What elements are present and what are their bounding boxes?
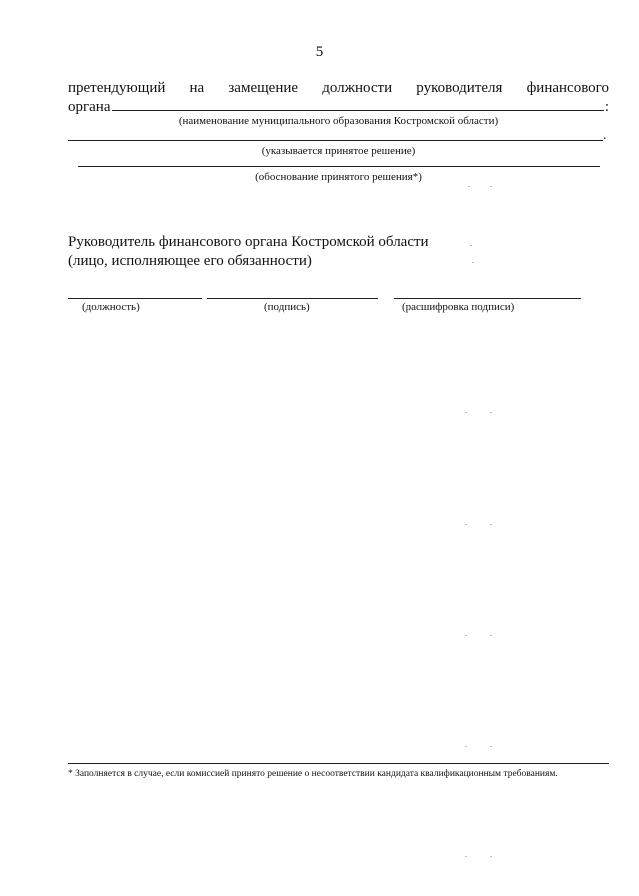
decision-line-dot: . bbox=[603, 128, 607, 143]
scan-speck bbox=[490, 746, 492, 747]
decision-caption: (указывается принятое решение) bbox=[261, 145, 416, 157]
signatory-title: Руководитель финансового органа Костромской области bbox=[68, 234, 429, 250]
intro-word: руководителя bbox=[416, 80, 503, 96]
municipality-blank[interactable] bbox=[112, 97, 604, 111]
scan-speck bbox=[470, 245, 472, 246]
scan-speck bbox=[465, 635, 467, 636]
organ-line bbox=[68, 97, 609, 116]
scan-speck bbox=[490, 635, 492, 636]
signatory-block bbox=[68, 233, 429, 271]
organ-line-colon: : bbox=[604, 99, 609, 115]
scan-speck bbox=[465, 412, 467, 413]
position-blank[interactable] bbox=[68, 298, 202, 299]
footnote-divider bbox=[68, 763, 609, 764]
decryption-blank[interactable] bbox=[394, 298, 581, 299]
footnote: * Заполняется в случае, если комиссией принято решение о несоответствии кандидата квалификационным требованиям. bbox=[68, 769, 558, 779]
justification-caption: (обоснование принятого решения*) bbox=[255, 171, 422, 183]
intro-line bbox=[68, 80, 609, 97]
intro-word: претендующий bbox=[68, 80, 166, 96]
intro-word: должности bbox=[322, 80, 393, 96]
scan-speck bbox=[490, 186, 492, 187]
scan-speck bbox=[490, 524, 492, 525]
page-number: 5 bbox=[315, 44, 324, 60]
scan-speck bbox=[472, 262, 474, 263]
municipality-caption: (наименование муниципального образования Костромской области) bbox=[178, 115, 499, 127]
intro-word: финансового bbox=[526, 80, 609, 96]
scan-speck bbox=[465, 856, 467, 857]
scan-speck bbox=[490, 412, 492, 413]
position-caption: (должность) bbox=[82, 301, 140, 313]
scan-speck bbox=[465, 524, 467, 525]
justification-blank[interactable] bbox=[78, 166, 600, 167]
organ-label: органа bbox=[68, 99, 111, 115]
scan-speck bbox=[465, 746, 467, 747]
decryption-caption: (расшифровка подписи) bbox=[402, 301, 515, 313]
decision-blank[interactable] bbox=[68, 140, 603, 141]
intro-word: замещение bbox=[228, 80, 299, 96]
signature-caption: (подпись) bbox=[264, 301, 310, 313]
scan-speck bbox=[490, 856, 492, 857]
intro-word: на bbox=[189, 80, 205, 96]
signatory-subtitle: (лицо, исполняющее его обязанности) bbox=[68, 253, 312, 269]
scan-speck bbox=[468, 186, 470, 187]
signature-blank[interactable] bbox=[207, 298, 378, 299]
